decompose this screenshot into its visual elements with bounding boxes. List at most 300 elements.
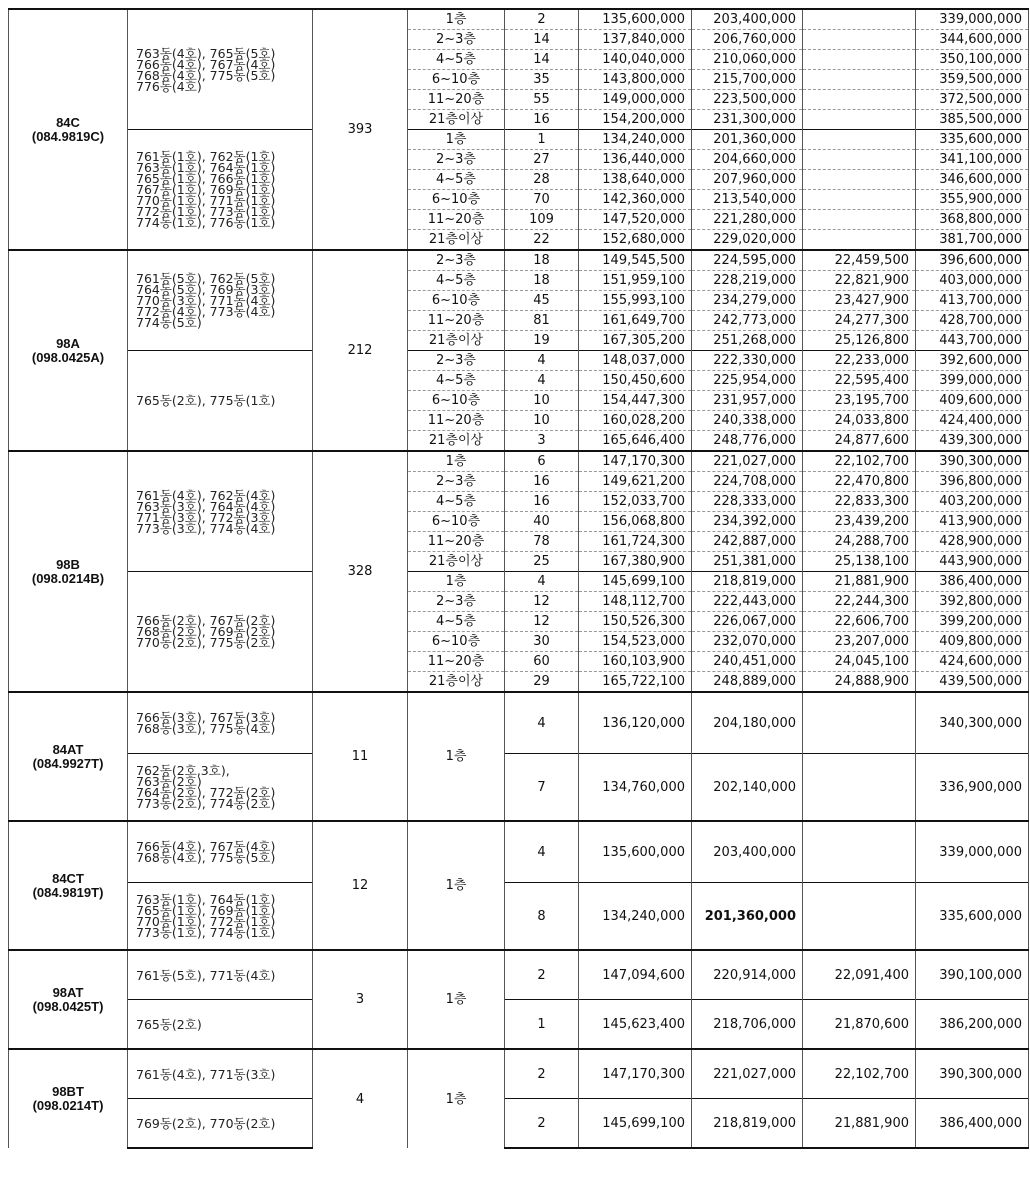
land-price: 154,447,300 xyxy=(579,391,692,411)
land-price: 165,646,400 xyxy=(579,431,692,452)
land-price: 137,840,000 xyxy=(579,30,692,50)
total-price: 409,800,000 xyxy=(916,632,1029,652)
vat: 22,244,300 xyxy=(803,592,916,612)
vat xyxy=(803,692,916,754)
unit-count: 78 xyxy=(505,532,579,552)
unit-type-code: (098.0425A) xyxy=(31,349,105,365)
table-row xyxy=(9,1000,1029,1050)
building-list: 763동(4호), 765동(5호) 766동(4호), 767동(4호) 768동(4호), 775동(5호) 776동(4호) xyxy=(128,9,313,130)
table-row xyxy=(9,950,1029,1000)
unit-count: 12 xyxy=(505,612,579,632)
unit-count: 1 xyxy=(505,1000,579,1050)
floor-range: 6~10층 xyxy=(408,512,505,532)
floor-range: 11~20층 xyxy=(408,311,505,331)
land-price: 140,040,000 xyxy=(579,50,692,70)
unit-count: 14 xyxy=(505,30,579,50)
building-price: 234,279,000 xyxy=(692,291,803,311)
unit-type-cell xyxy=(9,250,128,451)
building-price: 248,889,000 xyxy=(692,672,803,693)
vat xyxy=(803,190,916,210)
vat: 24,288,700 xyxy=(803,532,916,552)
table-row xyxy=(9,351,1029,371)
building-list: 766동(4호), 767동(4호) 768동(4호), 775동(5호) xyxy=(128,821,313,883)
vat: 21,881,900 xyxy=(803,572,916,592)
unit-count: 3 xyxy=(505,431,579,452)
building-price: 218,819,000 xyxy=(692,572,803,592)
building-price: 218,706,000 xyxy=(692,1000,803,1050)
land-price: 149,545,500 xyxy=(579,250,692,271)
building-price: 228,333,000 xyxy=(692,492,803,512)
land-price: 156,068,800 xyxy=(579,512,692,532)
land-price: 161,649,700 xyxy=(579,311,692,331)
vat: 24,033,800 xyxy=(803,411,916,431)
land-price: 154,200,000 xyxy=(579,110,692,130)
total-price: 368,800,000 xyxy=(916,210,1029,230)
land-price: 135,600,000 xyxy=(579,9,692,30)
table-row xyxy=(9,572,1029,592)
building-price: 221,027,000 xyxy=(692,1049,803,1099)
floor-range: 6~10층 xyxy=(408,70,505,90)
building-price: 204,660,000 xyxy=(692,150,803,170)
total-price: 359,500,000 xyxy=(916,70,1029,90)
household-count: 3 xyxy=(313,950,408,1049)
table-row xyxy=(9,1099,1029,1149)
building-price: 213,540,000 xyxy=(692,190,803,210)
building-price: 215,700,000 xyxy=(692,70,803,90)
building-list: 769동(2호), 770동(2호) xyxy=(128,1099,313,1149)
unit-count: 14 xyxy=(505,50,579,70)
vat: 22,091,400 xyxy=(803,950,916,1000)
floor-range: 21층이상 xyxy=(408,552,505,572)
unit-type-code: (084.9819C) xyxy=(31,128,105,144)
building-list: 762동(2호,3호), 763동(2호) 764동(2호), 772동(2호) 773동(2호), 774동(2호) xyxy=(128,754,313,822)
land-price: 134,760,000 xyxy=(579,754,692,822)
unit-type-code: (098.0425T) xyxy=(32,998,104,1014)
land-price: 135,600,000 xyxy=(579,821,692,883)
unit-count: 2 xyxy=(505,9,579,30)
unit-type-cell xyxy=(9,950,128,1049)
vat: 22,102,700 xyxy=(803,1049,916,1099)
vat: 23,427,900 xyxy=(803,291,916,311)
land-price: 151,959,100 xyxy=(579,271,692,291)
total-price: 392,800,000 xyxy=(916,592,1029,612)
vat: 22,470,800 xyxy=(803,472,916,492)
total-price: 390,300,000 xyxy=(916,451,1029,472)
vat: 24,888,900 xyxy=(803,672,916,693)
total-price: 385,500,000 xyxy=(916,110,1029,130)
vat xyxy=(803,754,916,822)
floor-range: 2~3층 xyxy=(408,592,505,612)
building-price: 232,070,000 xyxy=(692,632,803,652)
unit-count: 18 xyxy=(505,250,579,271)
vat xyxy=(803,230,916,251)
unit-count: 25 xyxy=(505,552,579,572)
building-list: 761동(5호), 771동(4호) xyxy=(128,950,313,1000)
total-price: 396,600,000 xyxy=(916,250,1029,271)
building-price: 222,443,000 xyxy=(692,592,803,612)
floor-range: 4~5층 xyxy=(408,612,505,632)
building-price: 231,300,000 xyxy=(692,110,803,130)
unit-count: 8 xyxy=(505,883,579,951)
unit-count: 16 xyxy=(505,472,579,492)
building-list: 761동(4호), 762동(4호) 763동(3호), 764동(4호) 771동(3호), 772동(3호) 773동(3호), 774동(4호) xyxy=(128,451,313,572)
total-price: 381,700,000 xyxy=(916,230,1029,251)
building-price: 210,060,000 xyxy=(692,50,803,70)
vat xyxy=(803,110,916,130)
floor-range: 11~20층 xyxy=(408,411,505,431)
floor-range: 2~3층 xyxy=(408,30,505,50)
unit-count: 28 xyxy=(505,170,579,190)
unit-type-code: (098.0214B) xyxy=(31,570,105,586)
building-price: 201,360,000 xyxy=(692,130,803,150)
floor-range: 4~5층 xyxy=(408,371,505,391)
total-price: 344,600,000 xyxy=(916,30,1029,50)
building-price: 206,760,000 xyxy=(692,30,803,50)
floor-range: 1층 xyxy=(408,1049,505,1148)
unit-type-name: 98BT xyxy=(52,1084,84,1099)
floor-range: 6~10층 xyxy=(408,291,505,311)
unit-count: 4 xyxy=(505,371,579,391)
vat xyxy=(803,821,916,883)
floor-range: 11~20층 xyxy=(408,90,505,110)
building-list: 761동(4호), 771동(3호) xyxy=(128,1049,313,1099)
floor-range: 21층이상 xyxy=(408,230,505,251)
vat xyxy=(803,70,916,90)
unit-type-code: (084.9819T) xyxy=(32,884,104,900)
land-price: 149,621,200 xyxy=(579,472,692,492)
land-price: 167,380,900 xyxy=(579,552,692,572)
vat: 22,459,500 xyxy=(803,250,916,271)
land-price: 160,028,200 xyxy=(579,411,692,431)
land-price: 136,440,000 xyxy=(579,150,692,170)
floor-range: 21층이상 xyxy=(408,331,505,351)
total-price: 443,900,000 xyxy=(916,552,1029,572)
total-price: 413,900,000 xyxy=(916,512,1029,532)
land-price: 150,450,600 xyxy=(579,371,692,391)
unit-type-code: (098.0214T) xyxy=(32,1098,104,1113)
floor-range: 21층이상 xyxy=(408,431,505,452)
unit-count: 81 xyxy=(505,311,579,331)
building-price: 218,819,000 xyxy=(692,1099,803,1149)
floor-range: 2~3층 xyxy=(408,472,505,492)
unit-count: 2 xyxy=(505,1099,579,1149)
building-price: 223,500,000 xyxy=(692,90,803,110)
vat xyxy=(803,9,916,30)
unit-count: 35 xyxy=(505,70,579,90)
unit-type-name: 98B xyxy=(56,556,80,572)
unit-count: 29 xyxy=(505,672,579,693)
floor-range: 1층 xyxy=(408,821,505,950)
household-count: 4 xyxy=(313,1049,408,1148)
vat xyxy=(803,30,916,50)
land-price: 165,722,100 xyxy=(579,672,692,693)
building-price: 221,280,000 xyxy=(692,210,803,230)
total-price: 428,700,000 xyxy=(916,311,1029,331)
vat: 24,877,600 xyxy=(803,431,916,452)
land-price: 149,000,000 xyxy=(579,90,692,110)
land-price: 148,112,700 xyxy=(579,592,692,612)
unit-count: 27 xyxy=(505,150,579,170)
building-price: 229,020,000 xyxy=(692,230,803,251)
floor-range: 6~10층 xyxy=(408,632,505,652)
building-list: 765동(2호), 775동(1호) xyxy=(128,351,313,452)
vat xyxy=(803,150,916,170)
floor-range: 6~10층 xyxy=(408,190,505,210)
building-price: 202,140,000 xyxy=(692,754,803,822)
land-price: 147,520,000 xyxy=(579,210,692,230)
unit-count: 60 xyxy=(505,652,579,672)
total-price: 336,900,000 xyxy=(916,754,1029,822)
floor-range: 1층 xyxy=(408,692,505,821)
building-price: 225,954,000 xyxy=(692,371,803,391)
total-price: 386,400,000 xyxy=(916,572,1029,592)
building-price: 251,268,000 xyxy=(692,331,803,351)
floor-range: 4~5층 xyxy=(408,271,505,291)
unit-count: 45 xyxy=(505,291,579,311)
land-price: 145,623,400 xyxy=(579,1000,692,1050)
land-price: 143,800,000 xyxy=(579,70,692,90)
vat: 23,207,000 xyxy=(803,632,916,652)
total-price: 340,300,000 xyxy=(916,692,1029,754)
unit-count: 22 xyxy=(505,230,579,251)
building-list: 766동(2호), 767동(2호) 768동(2호), 769동(2호) 770동(2호), 775동(2호) xyxy=(128,572,313,693)
vat xyxy=(803,170,916,190)
total-price: 409,600,000 xyxy=(916,391,1029,411)
floor-range: 4~5층 xyxy=(408,170,505,190)
building-price: 251,381,000 xyxy=(692,552,803,572)
total-price: 399,000,000 xyxy=(916,371,1029,391)
vat xyxy=(803,883,916,951)
vat xyxy=(803,210,916,230)
unit-count: 6 xyxy=(505,451,579,472)
household-count: 12 xyxy=(313,821,408,950)
unit-count: 55 xyxy=(505,90,579,110)
vat: 23,439,200 xyxy=(803,512,916,532)
unit-count: 2 xyxy=(505,1049,579,1099)
unit-count: 10 xyxy=(505,411,579,431)
floor-range: 1층 xyxy=(408,950,505,1049)
building-price: 224,708,000 xyxy=(692,472,803,492)
vat: 22,595,400 xyxy=(803,371,916,391)
vat: 22,821,900 xyxy=(803,271,916,291)
total-price: 413,700,000 xyxy=(916,291,1029,311)
total-price: 403,200,000 xyxy=(916,492,1029,512)
building-price: 242,773,000 xyxy=(692,311,803,331)
building-list: 761동(5호), 762동(5호) 764동(5호), 769동(3호) 770동(3호), 771동(4호) 772동(4호), 773동(4호) 774동(5호) xyxy=(128,250,313,351)
total-price: 390,300,000 xyxy=(916,1049,1029,1099)
unit-count: 16 xyxy=(505,492,579,512)
table-row xyxy=(9,821,1029,883)
floor-range: 2~3층 xyxy=(408,150,505,170)
unit-type-cell xyxy=(9,1049,128,1148)
table-row xyxy=(9,9,1029,30)
unit-count: 2 xyxy=(505,950,579,1000)
floor-range: 21층이상 xyxy=(408,672,505,693)
floor-range: 21층이상 xyxy=(408,110,505,130)
vat: 22,833,300 xyxy=(803,492,916,512)
unit-count: 4 xyxy=(505,821,579,883)
vat: 21,870,600 xyxy=(803,1000,916,1050)
land-price: 145,699,100 xyxy=(579,572,692,592)
vat xyxy=(803,50,916,70)
total-price: 428,900,000 xyxy=(916,532,1029,552)
land-price: 148,037,000 xyxy=(579,351,692,371)
total-price: 443,700,000 xyxy=(916,331,1029,351)
table-row xyxy=(9,1049,1029,1099)
vat xyxy=(803,130,916,150)
vat: 24,045,100 xyxy=(803,652,916,672)
land-price: 142,360,000 xyxy=(579,190,692,210)
building-price: 207,960,000 xyxy=(692,170,803,190)
floor-range: 11~20층 xyxy=(408,210,505,230)
total-price: 355,900,000 xyxy=(916,190,1029,210)
land-price: 152,033,700 xyxy=(579,492,692,512)
building-price: 203,400,000 xyxy=(692,9,803,30)
table-row xyxy=(9,451,1029,472)
table-row xyxy=(9,754,1029,822)
unit-count: 18 xyxy=(505,271,579,291)
building-price: 201,360,000 xyxy=(692,883,803,951)
floor-range: 1층 xyxy=(408,130,505,150)
floor-range: 11~20층 xyxy=(408,652,505,672)
unit-type-name: 98AT xyxy=(52,984,84,1000)
total-price: 399,200,000 xyxy=(916,612,1029,632)
building-price: 234,392,000 xyxy=(692,512,803,532)
land-price: 134,240,000 xyxy=(579,883,692,951)
building-price: 231,957,000 xyxy=(692,391,803,411)
land-price: 167,305,200 xyxy=(579,331,692,351)
land-price: 161,724,300 xyxy=(579,532,692,552)
unit-count: 12 xyxy=(505,592,579,612)
land-price: 145,699,100 xyxy=(579,1099,692,1149)
land-price: 147,170,300 xyxy=(579,451,692,472)
unit-count: 109 xyxy=(505,210,579,230)
table-row xyxy=(9,692,1029,754)
unit-count: 10 xyxy=(505,391,579,411)
unit-type-code: (084.9927T) xyxy=(32,755,104,771)
land-price: 150,526,300 xyxy=(579,612,692,632)
household-count: 212 xyxy=(313,250,408,451)
unit-count: 1 xyxy=(505,130,579,150)
unit-count: 7 xyxy=(505,754,579,822)
total-price: 350,100,000 xyxy=(916,50,1029,70)
total-price: 392,600,000 xyxy=(916,351,1029,371)
unit-type-name: 98A xyxy=(56,335,80,351)
building-price: 204,180,000 xyxy=(692,692,803,754)
total-price: 439,300,000 xyxy=(916,431,1029,452)
vat: 23,195,700 xyxy=(803,391,916,411)
price-table-body xyxy=(9,9,1029,1148)
total-price: 372,500,000 xyxy=(916,90,1029,110)
building-list: 761동(1호), 762동(1호) 763동(1호), 764동(1호) 765동(1호), 766동(1호) 767동(1호), 769동(1호) 770동(1호), 771동(1호) 772동(1호), 773동(1호) 774동(1호), 776동(1호) xyxy=(128,130,313,251)
building-price: 220,914,000 xyxy=(692,950,803,1000)
household-count: 11 xyxy=(313,692,408,821)
floor-range: 4~5층 xyxy=(408,492,505,512)
total-price: 396,800,000 xyxy=(916,472,1029,492)
land-price: 138,640,000 xyxy=(579,170,692,190)
building-price: 224,595,000 xyxy=(692,250,803,271)
unit-type-cell xyxy=(9,692,128,821)
building-list: 765동(2호) xyxy=(128,1000,313,1050)
building-price: 203,400,000 xyxy=(692,821,803,883)
floor-range: 1층 xyxy=(408,572,505,592)
unit-count: 4 xyxy=(505,692,579,754)
land-price: 147,170,300 xyxy=(579,1049,692,1099)
land-price: 152,680,000 xyxy=(579,230,692,251)
building-price: 242,887,000 xyxy=(692,532,803,552)
building-price: 226,067,000 xyxy=(692,612,803,632)
land-price: 136,120,000 xyxy=(579,692,692,754)
table-row xyxy=(9,883,1029,951)
unit-type-cell xyxy=(9,821,128,950)
floor-range: 2~3층 xyxy=(408,250,505,271)
building-price: 222,330,000 xyxy=(692,351,803,371)
building-price: 228,219,000 xyxy=(692,271,803,291)
total-price: 339,000,000 xyxy=(916,9,1029,30)
vat: 24,277,300 xyxy=(803,311,916,331)
building-price: 221,027,000 xyxy=(692,451,803,472)
unit-count: 4 xyxy=(505,572,579,592)
floor-range: 1층 xyxy=(408,9,505,30)
unit-count: 16 xyxy=(505,110,579,130)
building-price: 248,776,000 xyxy=(692,431,803,452)
total-price: 439,500,000 xyxy=(916,672,1029,693)
table-row xyxy=(9,130,1029,150)
floor-range: 6~10층 xyxy=(408,391,505,411)
building-list: 763동(1호), 764동(1호) 765동(1호), 769동(1호) 770동(1호), 772동(1호) 773동(1호), 774동(1호) xyxy=(128,883,313,951)
total-price: 346,600,000 xyxy=(916,170,1029,190)
unit-type-name: 84C xyxy=(56,114,80,130)
total-price: 386,200,000 xyxy=(916,1000,1029,1050)
total-price: 424,400,000 xyxy=(916,411,1029,431)
land-price: 134,240,000 xyxy=(579,130,692,150)
vat: 22,606,700 xyxy=(803,612,916,632)
unit-count: 70 xyxy=(505,190,579,210)
price-table xyxy=(8,8,1029,1149)
household-count: 393 xyxy=(313,9,408,250)
unit-count: 4 xyxy=(505,351,579,371)
total-price: 341,100,000 xyxy=(916,150,1029,170)
vat: 22,233,000 xyxy=(803,351,916,371)
floor-range: 1층 xyxy=(408,451,505,472)
total-price: 335,600,000 xyxy=(916,883,1029,951)
total-price: 386,400,000 xyxy=(916,1099,1029,1149)
total-price: 403,000,000 xyxy=(916,271,1029,291)
vat: 22,102,700 xyxy=(803,451,916,472)
building-price: 240,338,000 xyxy=(692,411,803,431)
vat: 25,126,800 xyxy=(803,331,916,351)
household-count: 328 xyxy=(313,451,408,692)
floor-range: 4~5층 xyxy=(408,50,505,70)
building-price: 240,451,000 xyxy=(692,652,803,672)
unit-count: 19 xyxy=(505,331,579,351)
land-price: 160,103,900 xyxy=(579,652,692,672)
vat xyxy=(803,90,916,110)
land-price: 155,993,100 xyxy=(579,291,692,311)
unit-type-name: 84AT xyxy=(52,741,84,757)
unit-type-name: 84CT xyxy=(52,870,84,886)
unit-count: 30 xyxy=(505,632,579,652)
total-price: 424,600,000 xyxy=(916,652,1029,672)
unit-type-cell xyxy=(9,9,128,250)
vat: 25,138,100 xyxy=(803,552,916,572)
vat: 21,881,900 xyxy=(803,1099,916,1149)
floor-range: 11~20층 xyxy=(408,532,505,552)
table-row xyxy=(9,250,1029,271)
total-price: 335,600,000 xyxy=(916,130,1029,150)
unit-type-cell xyxy=(9,451,128,692)
building-list: 766동(3호), 767동(3호) 768동(3호), 775동(4호) xyxy=(128,692,313,754)
